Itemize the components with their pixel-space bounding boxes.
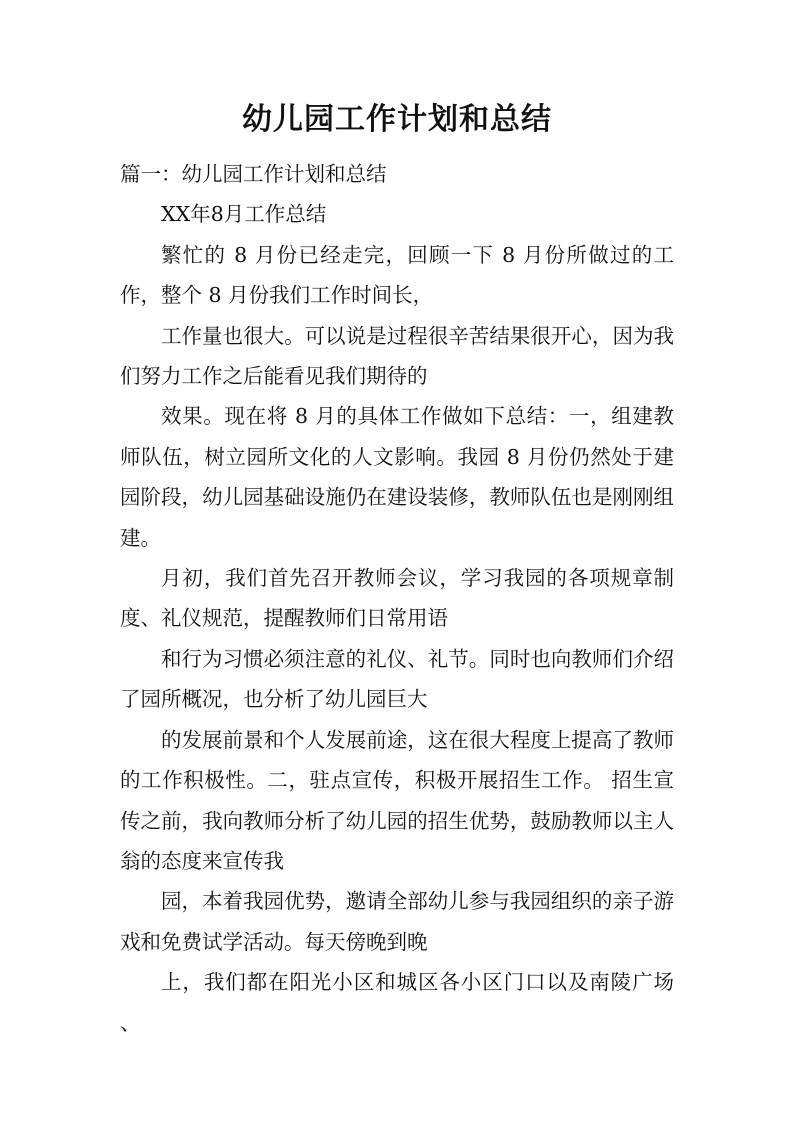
paragraph: 繁忙的 8 月份已经走完，回顾一下 8 月份所做过的工作，整个 8 月份我们工作时间长， [120,242,674,308]
paragraph: 工作量也很大。可以说是过程很辛苦结果很开心，因为我们努力工作之后能看见我们期待的 [120,323,674,389]
paragraph: 月初，我们首先召开教师会议，学习我园的各项规章制度、礼仪规范，提醒教师们日常用语 [120,566,674,631]
paragraph: 效果。现在将 8 月的具体工作做如下总结：一，组建教师队伍，树立园所文化的人文影响。我园 8 月份仍然处于建园阶段，幼儿园基础设施仍在建设装修，教师队伍也是刚刚组建。 [120,404,674,550]
paragraph: 上，我们都在阳光小区和城区各小区门口以及南陵广场 、 [120,970,674,1035]
document-title: 幼儿园工作计划和总结 [242,102,552,137]
paragraph: 和行为习惯必须注意的礼仪、礼节。同时也向教师们介绍了园所概况，也分析了幼儿园巨大 [120,646,674,712]
paragraph: 篇一：幼儿园工作计划和总结 [120,162,387,186]
paragraph: 的发展前景和个人发展前途，这在很大程度上提高了教师的工作积极性。二，驻点宣传，积极开展招生工作。 招生宣传之前，我向教师分析了幼儿园的招生优势，鼓励教师以主人翁的态度来宣传我 [120,727,674,873]
paragraph: 园，本着我园优势，邀请全部幼儿参与我园组织的亲子游戏和免费试学活动。每天傍晚到晚 [120,889,674,954]
paragraph: XX年8月工作总结 [161,202,327,227]
document-body [120,154,674,1043]
